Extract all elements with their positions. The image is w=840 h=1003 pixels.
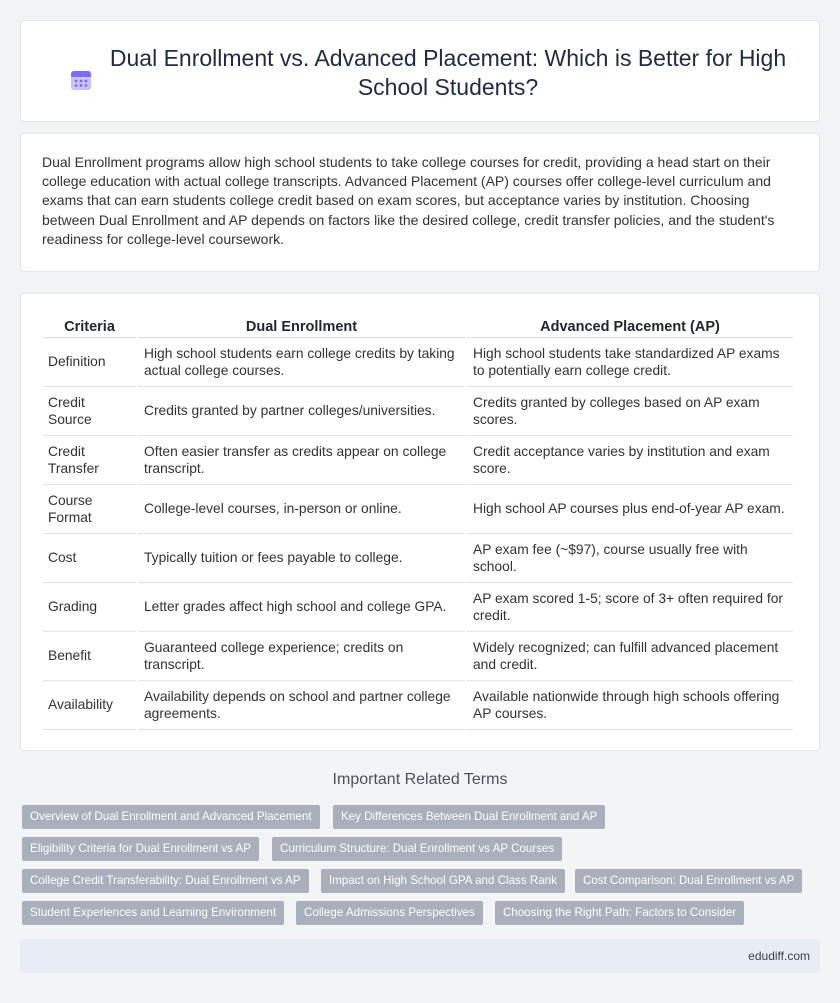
footer <box>20 939 820 973</box>
related-term-tag[interactable]: Overview of Dual Enrollment and Advanced Placement <box>22 805 320 829</box>
intro-paragraph: Dual Enrollment programs allow high school students to take college courses for credit, providing a head start on their college education with actual college transcripts. Advanced Placement (AP) courses offer college-level curriculum and exams that can earn students college credit based on exam scores, but acceptance varies by institution. Choosing between Dual Enrollment and AP depends on factors like the desired college, credit transfer policies, and the student's readiness for college-level coursework. <box>42 154 775 247</box>
row-advanced-placement: High school students take standardized AP exams to potentially earn college credit. <box>467 338 793 387</box>
row-criteria: Definition <box>43 338 136 387</box>
related-term-tag[interactable]: Impact on High School GPA and Class Rank <box>321 869 565 893</box>
row-advanced-placement: High school AP courses plus end-of-year AP exam. <box>467 485 793 534</box>
row-advanced-placement: Credits granted by colleges based on AP exam scores. <box>467 387 793 436</box>
intro-card <box>20 133 820 272</box>
row-dual-enrollment: High school students earn college credits by taking actual college courses. <box>138 338 465 387</box>
related-term-tag[interactable]: Curriculum Structure: Dual Enrollment vs AP Courses <box>272 837 562 861</box>
row-advanced-placement: Available nationwide through high schools offering AP courses. <box>467 681 793 730</box>
row-criteria: Benefit <box>43 632 136 681</box>
related-term-tag[interactable]: Eligibility Criteria for Dual Enrollment vs AP <box>22 837 259 861</box>
related-term-tag[interactable]: College Credit Transferability: Dual Enrollment vs AP <box>22 869 309 893</box>
table-row <box>43 485 793 534</box>
table-header-row <box>43 310 793 338</box>
row-dual-enrollment: Typically tuition or fees payable to college. <box>138 534 465 583</box>
header-advanced-placement: Advanced Placement (AP) <box>467 310 793 338</box>
header-criteria: Criteria <box>43 310 136 338</box>
related-term-tag[interactable]: Student Experiences and Learning Environment <box>22 901 284 925</box>
comparison-card <box>20 293 820 751</box>
table-row <box>43 436 793 485</box>
row-criteria: Course Format <box>43 485 136 534</box>
calendar-icon <box>69 68 93 92</box>
footer-site-link[interactable]: edudiff.com <box>748 949 810 963</box>
row-dual-enrollment: Letter grades affect high school and college GPA. <box>138 583 465 632</box>
related-terms-heading: Important Related Terms <box>332 771 508 788</box>
table-row <box>43 583 793 632</box>
title-card <box>20 20 820 122</box>
row-advanced-placement: Credit acceptance varies by institution and exam score. <box>467 436 793 485</box>
row-dual-enrollment: Often easier transfer as credits appear on college transcript. <box>138 436 465 485</box>
related-term-tag[interactable]: Key Differences Between Dual Enrollment and AP <box>333 805 605 829</box>
row-dual-enrollment: Credits granted by partner colleges/universities. <box>138 387 465 436</box>
row-dual-enrollment: Guaranteed college experience; credits on transcript. <box>138 632 465 681</box>
table-row <box>43 632 793 681</box>
row-dual-enrollment: College-level courses, in-person or online. <box>138 485 465 534</box>
row-criteria: Cost <box>43 534 136 583</box>
table-row <box>43 387 793 436</box>
row-criteria: Availability <box>43 681 136 730</box>
row-criteria: Credit Transfer <box>43 436 136 485</box>
table-row <box>43 681 793 730</box>
header-dual-enrollment: Dual Enrollment <box>138 310 465 338</box>
table-row <box>43 338 793 387</box>
comparison-table <box>41 310 795 730</box>
row-criteria: Grading <box>43 583 136 632</box>
row-criteria: Credit Source <box>43 387 136 436</box>
table-row <box>43 534 793 583</box>
related-term-tag[interactable]: Cost Comparison: Dual Enrollment vs AP <box>575 869 802 893</box>
row-advanced-placement: AP exam scored 1-5; score of 3+ often required for credit. <box>467 583 793 632</box>
related-term-tag[interactable]: Choosing the Right Path: Factors to Consider <box>495 901 744 925</box>
related-term-tag[interactable]: College Admissions Perspectives <box>296 901 483 925</box>
row-dual-enrollment: Availability depends on school and partner college agreements. <box>138 681 465 730</box>
row-advanced-placement: Widely recognized; can fulfill advanced placement and credit. <box>467 632 793 681</box>
row-advanced-placement: AP exam fee (~$97), course usually free with school. <box>467 534 793 583</box>
page-title: Dual Enrollment vs. Advanced Placement: Which is Better for High School Students? <box>109 45 787 100</box>
